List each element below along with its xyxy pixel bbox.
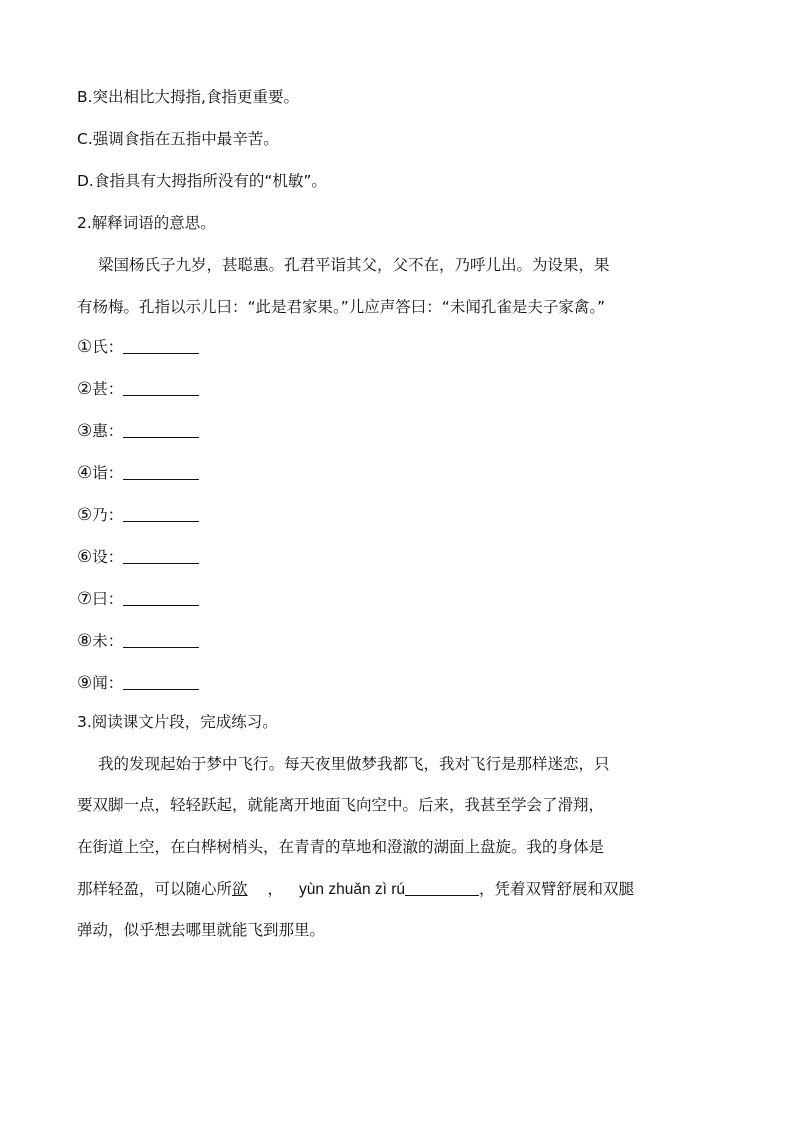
item-number: ⑧ [77, 631, 93, 651]
line-4-prefix: 那样轻盈，可以随心所 [77, 880, 233, 898]
item-wen [77, 672, 199, 694]
passage-2-line-2: 有杨梅。孔指以示儿曰：“此是君家果。”儿应声答曰：“未闻孔雀是夫子家禽。” [77, 298, 606, 316]
item-shen [77, 378, 199, 400]
item-number: ④ [77, 463, 93, 483]
item-number: ② [77, 379, 93, 399]
answer-blank[interactable] [123, 547, 199, 564]
item-number: ① [77, 337, 93, 357]
item-she [77, 546, 199, 568]
question-3-title: 3.阅读课文片段，完成练习。 [77, 713, 278, 731]
item-char: 诣： [92, 464, 124, 482]
item-char: 惠： [92, 422, 124, 440]
item-char: 氏： [92, 338, 124, 356]
option-d: D.食指具有大拇指所没有的“机敏”。 [77, 172, 327, 190]
answer-blank[interactable] [123, 463, 199, 480]
answer-blank[interactable] [123, 337, 199, 354]
answer-blank[interactable] [123, 421, 199, 438]
item-yi [77, 462, 199, 484]
answer-blank[interactable] [123, 631, 199, 648]
passage-3-line-3: 在街道上空，在白桦树梢头，在青青的草地和澄澈的湖面上盘旋。我的身体是 [77, 838, 605, 856]
item-char: 甚： [92, 380, 124, 398]
item-char: 乃： [92, 506, 124, 524]
pinyin-answer-blank[interactable] [405, 879, 479, 896]
item-hui [77, 420, 199, 442]
item-number: ⑥ [77, 547, 93, 567]
passage-3-line-5: 弹动，似乎想去哪里就能飞到那里。 [77, 921, 326, 939]
line-4-suffix: ，凭着双臂舒展和双腿 [479, 880, 635, 898]
item-yue [77, 588, 199, 610]
passage-3-line-1: 我的发现起始于梦中飞行。每天夜里做梦我都飞，我对飞行是那样迷恋，只 [98, 755, 610, 773]
item-char: 闻： [92, 674, 124, 692]
answer-blank[interactable] [123, 589, 199, 606]
pinyin-prompt: yùn zhuǎn zì rú [299, 881, 406, 898]
line-4-comma: ， [267, 880, 284, 898]
item-number: ⑤ [77, 505, 93, 525]
item-wei [77, 630, 199, 652]
passage-3-line-2: 要双脚一点，轻轻跃起，就能离开地面飞向空中。后来，我甚至学会了滑翔， [77, 796, 605, 814]
item-shi [77, 336, 199, 358]
item-char: 设： [92, 548, 124, 566]
item-number: ⑨ [77, 673, 93, 693]
item-char: 未： [92, 632, 124, 650]
passage-2-line-1: 梁国杨氏子九岁，甚聪惠。孔君平诣其父，父不在，乃呼儿出。为设果，果 [98, 256, 610, 274]
answer-blank[interactable] [123, 505, 199, 522]
item-nai [77, 504, 199, 526]
answer-blank[interactable] [123, 379, 199, 396]
answer-blank[interactable] [123, 673, 199, 690]
option-b: B.突出相比大拇指,食指更重要。 [77, 88, 299, 106]
option-c: C.强调食指在五指中最辛苦。 [77, 130, 279, 148]
item-number: ③ [77, 421, 93, 441]
item-number: ⑦ [77, 589, 93, 609]
passage-3-line-4 [77, 878, 634, 901]
item-char: 曰： [92, 590, 124, 608]
question-2-title: 2.解释词语的意思。 [77, 214, 216, 232]
underlined-char: 欲 [232, 880, 248, 898]
